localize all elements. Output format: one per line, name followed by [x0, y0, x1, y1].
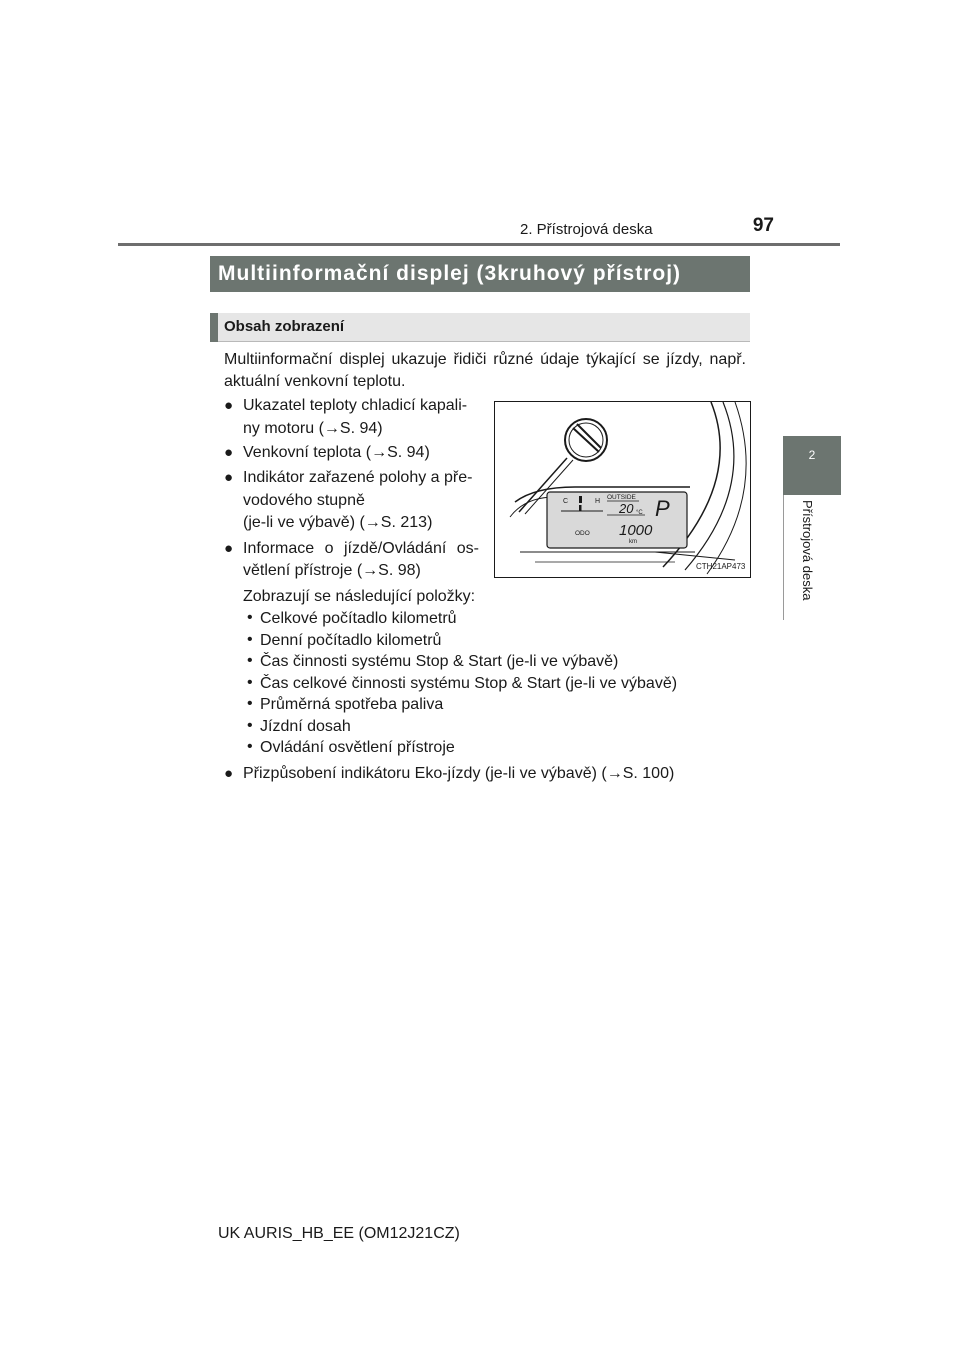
gauge-c-label: C — [563, 498, 569, 505]
chapter-tab — [783, 436, 841, 495]
bullet-outside-temp: Venkovní teplota (→S. 94) — [243, 444, 430, 461]
bullet-dot-icon: • — [247, 717, 253, 734]
temp-unit: °C — [636, 510, 643, 516]
bullet-gear-line3: (je-li ve výbavě) (→S. 213) — [243, 514, 433, 531]
intro-paragraph: Multiinformační displej ukazuje řidiči různé údaje týkající se jízdy, např. aktuální venkovní teplotu. — [224, 351, 746, 390]
bullet-icon: ● — [224, 397, 234, 414]
bullet-dot-icon: • — [247, 695, 253, 712]
outside-label: OUTSIDE — [607, 494, 636, 501]
gear-indicator: P — [655, 496, 670, 521]
outside-temp-value: 20 — [619, 501, 634, 516]
list-item: Celkové počítadlo kilometrů — [260, 610, 457, 627]
bullet-coolant-line2: ny motoru (→S. 94) — [243, 420, 383, 437]
chapter-tab-label-text: Přístrojová deska — [800, 500, 815, 601]
gauge-h-label: H — [595, 498, 601, 505]
coolant-temp-icon — [579, 496, 582, 503]
bullet-icon: ● — [224, 765, 234, 782]
section-title: Multiinformační displej (3kruhový přístroj) — [218, 262, 682, 285]
chapter-tab-divider — [783, 495, 784, 620]
chapter-tab-number: 2 — [808, 448, 816, 462]
footer-model-code: UK AURIS_HB_EE (OM12J21CZ) — [218, 1225, 460, 1242]
subsection-title: Obsah zobrazení — [224, 318, 345, 335]
instrument-cluster-figure — [494, 401, 751, 578]
list-item: Čas činnosti systému Stop & Start (je-li ve výbavě) — [260, 653, 619, 670]
bullet-dot-icon: • — [247, 609, 253, 626]
list-item: Ovládání osvětlení přístroje — [260, 739, 455, 756]
bullet-dot-icon: • — [247, 738, 253, 755]
list-item: Jízdní dosah — [260, 718, 351, 735]
bullet-dot-icon: • — [247, 652, 253, 669]
list-item: Denní počítadlo kilometrů — [260, 632, 442, 649]
odo-label: ODO — [575, 530, 590, 537]
instrument-cluster-illustration — [495, 402, 750, 577]
bullet-trip-line2: větlení přístroje (→S. 98) — [243, 562, 421, 579]
bullet-dot-icon: • — [247, 631, 253, 648]
odo-value: 1000 — [619, 522, 653, 539]
bullet-icon: ● — [224, 444, 234, 461]
bullet-icon: ● — [224, 469, 234, 486]
subsection-marker — [210, 313, 218, 342]
header-rule — [118, 243, 840, 246]
sub-list-intro: Zobrazují se následující položky: — [243, 588, 476, 605]
odo-unit: km — [629, 539, 637, 545]
bullet-gear-line1: Indikátor zařazené polohy a pře- — [243, 469, 473, 486]
bullet-eco-drive: Přizpůsobení indikátoru Eko-jízdy (je-li ve výbavě) (→S. 100) — [243, 765, 675, 782]
bullet-gear-line2: vodového stupně — [243, 492, 365, 509]
bullet-trip-line1: Informace o jízdě/Ovládání os- — [243, 540, 479, 557]
list-item: Průměrná spotřeba paliva — [260, 696, 444, 713]
header-chapter: 2. Přístrojová deska — [520, 221, 653, 238]
page-number: 97 — [752, 215, 774, 236]
bullet-coolant-line1: Ukazatel teploty chladicí kapali- — [243, 397, 468, 414]
bullet-dot-icon: • — [247, 674, 253, 691]
list-item: Čas celkové činnosti systému Stop & Start (je-li ve výbavě) — [260, 675, 678, 692]
figure-code: CTH21AP473 — [696, 562, 746, 571]
bullet-icon: ● — [224, 540, 234, 557]
chapter-tab-label — [800, 500, 824, 630]
